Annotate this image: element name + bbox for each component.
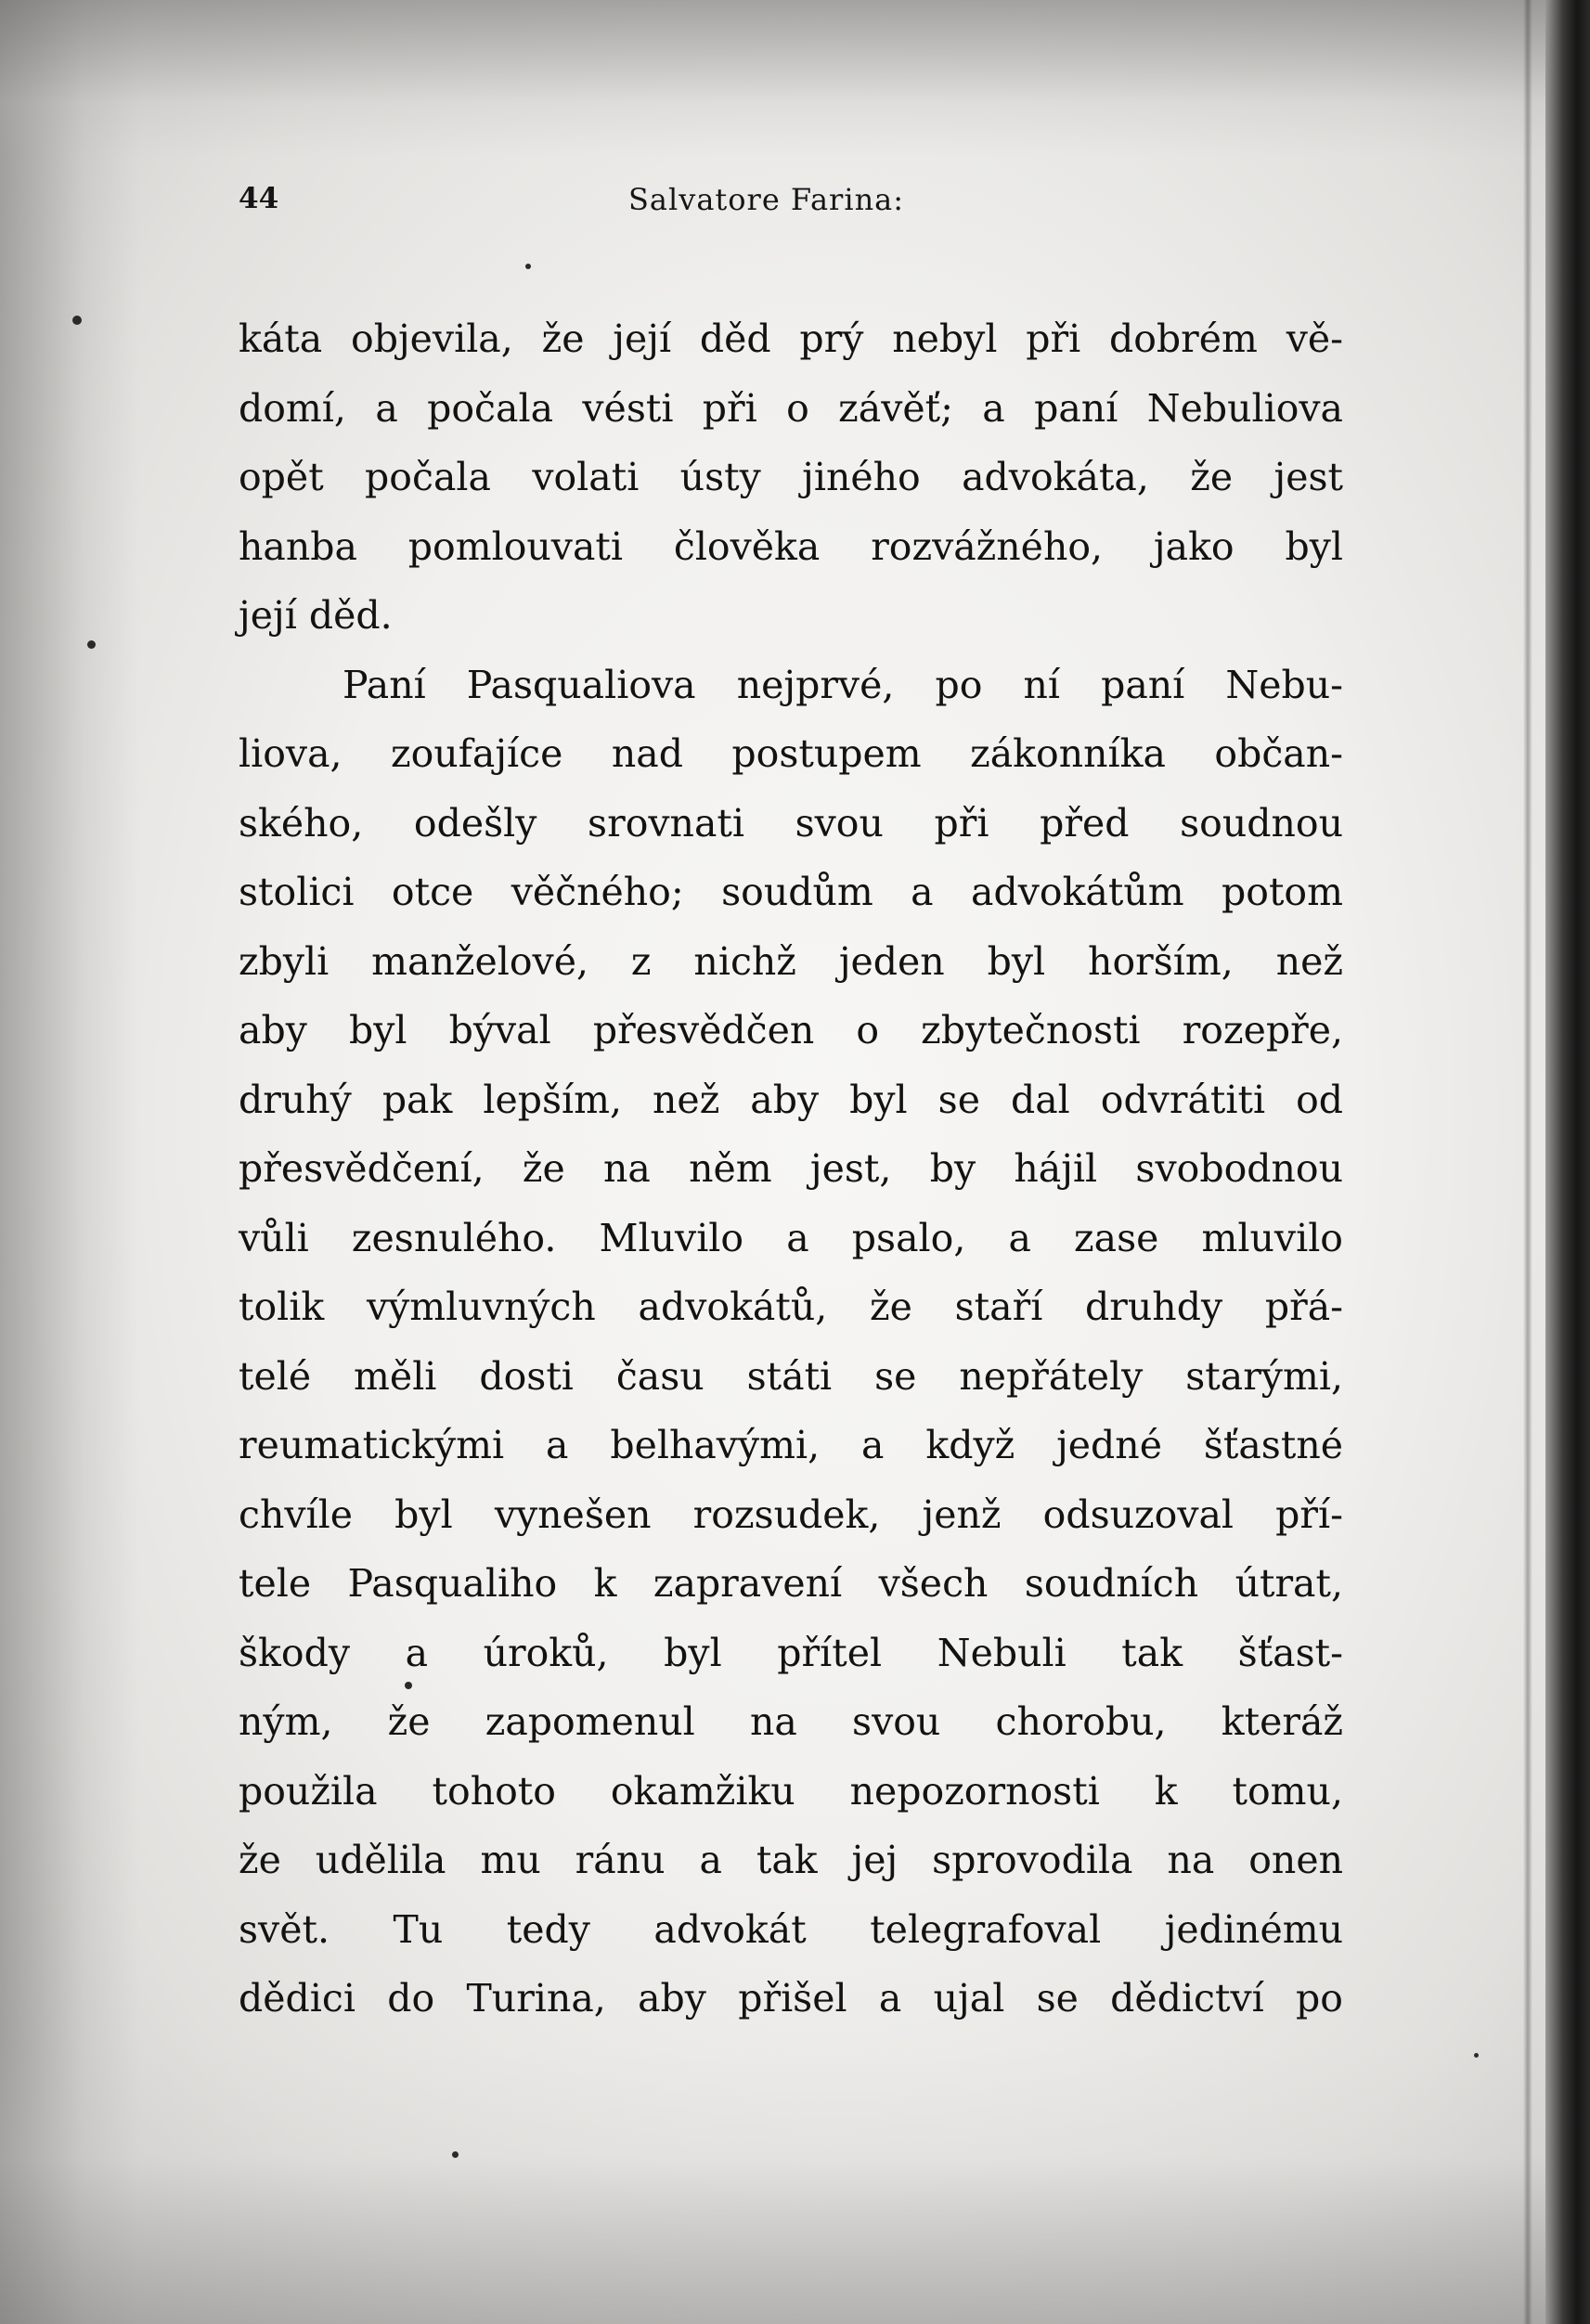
text-line: reumatickými a belhavými, a když jedné šťastné	[239, 1423, 1343, 1467]
text-line: škody a úroků, byl přítel Nebuli tak šťast-	[239, 1630, 1343, 1675]
paragraph	[239, 304, 1343, 651]
book-spine-edge	[1545, 0, 1590, 2324]
text-line: ným, že zapomenul na svou chorobu, kteráž	[239, 1699, 1343, 1744]
text-line: její děd.	[239, 593, 393, 638]
ink-speck	[452, 2151, 459, 2158]
text-line: stolici otce věčného; soudům a advokátům potom	[239, 870, 1343, 914]
ink-speck	[72, 316, 82, 325]
text-line: tolik výmluvných advokátů, že staří druhdy přá-	[239, 1285, 1343, 1329]
page-shadow-bottom	[0, 2046, 1590, 2324]
text-line: dědici do Turina, aby přišel a ujal se dědictví po	[239, 1976, 1343, 2021]
text-line: liova, zoufajíce nad postupem zákonníka občan-	[239, 731, 1343, 776]
text-line: hanba pomlouvati člověka rozvážného, jako byl	[239, 523, 1343, 569]
page-header	[239, 182, 1343, 228]
page-shadow-top	[0, 0, 1590, 158]
text-line: svět. Tu tedy advokát telegrafoval jedinému	[239, 1906, 1343, 1952]
text-line: Paní Pasqualiova nejprvé, po ní paní Nebu-	[343, 662, 1343, 707]
ink-speck	[87, 640, 96, 649]
text-line: tele Pasqualiho k zapravení všech soudních útrat,	[239, 1561, 1343, 1606]
text-line: druhý pak lepším, než aby byl se dal odvrátiti od	[239, 1077, 1343, 1122]
ink-speck	[525, 264, 531, 269]
text-line: domí, a počala vésti při o závěť; a paní Nebuliova	[239, 385, 1343, 431]
text-line: káta objevila, že její děd prý nebyl při dobrém vě-	[239, 316, 1343, 361]
text-line: aby byl býval přesvědčen o zbytečnosti rozepře,	[239, 1008, 1343, 1052]
text-line: vůli zesnulého. Mluvilo a psalo, a zase mluvilo	[239, 1215, 1343, 1260]
page-number: 44	[239, 182, 279, 215]
page-shadow-left	[0, 0, 139, 2324]
text-line: opět počala volati ústy jiného advokáta, že jest	[239, 455, 1343, 499]
paragraph	[239, 651, 1343, 2034]
text-line: telé měli dosti času státi se nepřátely starými,	[239, 1353, 1343, 1399]
page-fold-line	[1523, 0, 1532, 2324]
text-line: ského, odešly srovnati svou při před soudnou	[239, 800, 1343, 846]
text-line: chvíle byl vynešen rozsudek, jenž odsuzoval pří-	[239, 1491, 1343, 1537]
text-line: že udělila mu ránu a tak jej sprovodila na onen	[239, 1838, 1343, 1882]
text-line: použila tohoto okamžiku nepozornosti k tomu,	[239, 1768, 1343, 1814]
running-head: Salvatore Farina:	[628, 182, 905, 217]
text-line: přesvědčení, že na něm jest, by hájil svobodnou	[239, 1146, 1343, 1191]
ink-speck	[1474, 2053, 1479, 2058]
body-text	[239, 304, 1343, 2034]
text-line: zbyli manželové, z nichž jeden byl horším, než	[239, 938, 1343, 984]
